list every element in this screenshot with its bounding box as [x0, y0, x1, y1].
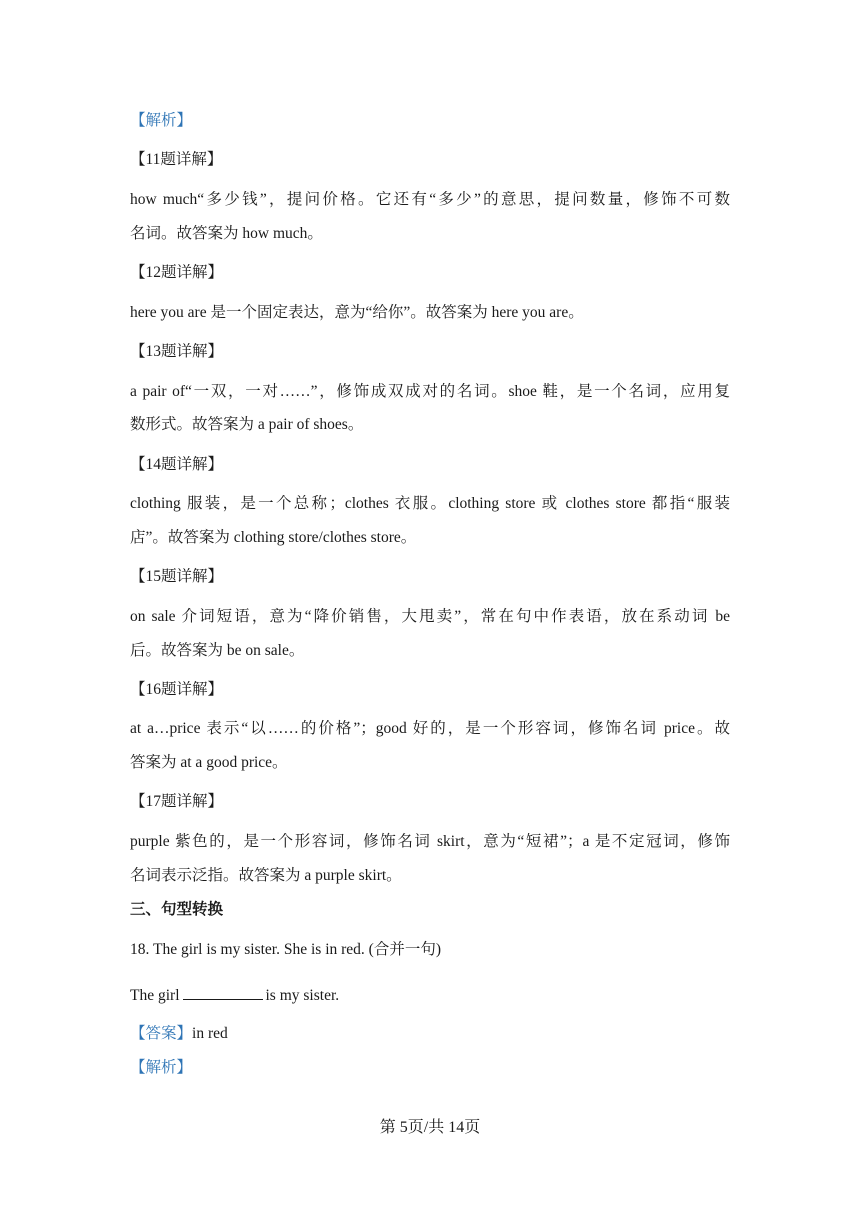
q14-text-line2: 店”。故答案为 clothing store/clothes store。: [130, 529, 417, 546]
answer-blank: [183, 984, 263, 1000]
page-footer: 第 5页/共 14页: [379, 1119, 481, 1136]
q14-text-line1: clothing 服装，是一个总称；clothes 衣服。clothing store 或 clothes store 都指“服装: [130, 495, 730, 512]
q11-heading: 【11题详解】: [130, 151, 223, 168]
q13-heading: 【13题详解】: [130, 343, 224, 360]
fill-before: The girl: [130, 987, 180, 1004]
answer-label: 【答案】: [130, 1025, 193, 1042]
question-18: 18. The girl is my sister. She is in red. (合并一句): [130, 941, 441, 958]
q11-text-line2: 名词。故答案为 how much。: [130, 225, 323, 242]
q14-heading: 【14题详解】: [130, 456, 224, 473]
section-heading: 三、句型转换: [130, 901, 224, 918]
fill-after: is my sister.: [265, 987, 340, 1004]
q15-heading: 【15题详解】: [130, 568, 224, 585]
q15-text-line1: on sale 介词短语，意为“降价销售，大甩卖”，常在句中作表语，放在系动词 be: [130, 608, 730, 625]
q13-text-line1: a pair of“一双，一对……”，修饰成双成对的名词。shoe 鞋，是一个名词，应用复: [130, 383, 730, 400]
q15-text-line2: 后。故答案为 be on sale。: [130, 642, 305, 659]
answer-line: [130, 1023, 730, 1045]
q16-text-line2: 答案为 at a good price。: [130, 754, 288, 771]
q12-heading: 【12题详解】: [130, 264, 224, 281]
q17-heading: 【17题详解】: [130, 793, 224, 810]
fill-in-line: [130, 984, 730, 1007]
q16-heading: 【16题详解】: [130, 681, 224, 698]
answer-value: in red: [192, 1025, 228, 1042]
q12-text: here you are 是一个固定表达，意为“给你”。故答案为 here you are。: [130, 304, 584, 321]
analysis-label: 【解析】: [130, 112, 193, 129]
q11-text-line1: how much“多少钱”，提问价格。它还有“多少”的意思，提问数量，修饰不可数: [130, 191, 730, 208]
q13-text-line2: 数形式。故答案为 a pair of shoes。: [130, 416, 364, 433]
q17-text-line1: purple 紫色的，是一个形容词，修饰名词 skirt，意为“短裙”；a 是不定冠词，修饰: [130, 833, 730, 850]
q16-text-line1: at a…price 表示“以……的价格”；good 好的，是一个形容词，修饰名词 price。故: [130, 720, 730, 737]
q17-text-line2: 名词表示泛指。故答案为 a purple skirt。: [130, 867, 402, 884]
final-analysis-label: 【解析】: [130, 1059, 193, 1076]
